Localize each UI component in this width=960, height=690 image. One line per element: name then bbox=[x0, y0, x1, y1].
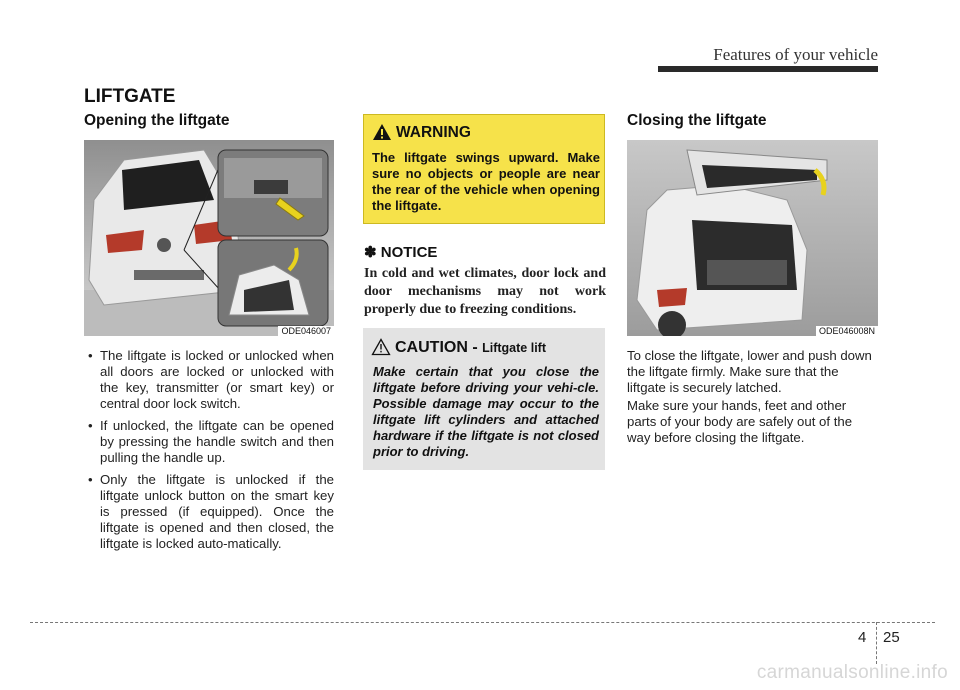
page-chapter: 4 bbox=[858, 629, 867, 646]
caution-text: Make certain that you close the liftgate before driving your vehi-cle. Possible damage may occur to the liftgate lift cylinders and attached hardware if the liftgate is not closed prior to driving. bbox=[373, 364, 599, 459]
header-title: Features of your vehicle bbox=[713, 45, 878, 64]
caution-title bbox=[395, 339, 546, 357]
footer-divider bbox=[30, 622, 935, 623]
caution-box bbox=[363, 328, 605, 470]
closing-paragraph-1: To close the liftgate, lower and push down the liftgate firmly. Make sure that the liftgate is securely latched. bbox=[627, 348, 872, 395]
notice-symbol-icon: ✽ bbox=[364, 244, 377, 261]
warning-box bbox=[363, 114, 605, 224]
warning-text: The liftgate swings upward. Make sure no objects or people are near the rear of the vehicle when opening the liftgate. bbox=[372, 150, 600, 213]
page-number: 25 bbox=[883, 629, 900, 646]
list-item: • Only the liftgate is unlocked if the liftgate unlock button on the smart key is pressed (if equipped). Once the liftgate is opened and then closed, the liftgate is locked auto-matically. bbox=[84, 472, 334, 552]
caution-triangle-icon bbox=[371, 338, 391, 356]
notice-label: NOTICE bbox=[380, 244, 438, 261]
opening-figure bbox=[84, 140, 334, 336]
caution-label: CAUTION - bbox=[395, 339, 478, 356]
watermark: carmanualsonline.info bbox=[756, 662, 948, 683]
car-open-liftgate-illustration bbox=[627, 140, 878, 336]
warning-triangle-icon bbox=[372, 123, 392, 141]
closing-figure bbox=[627, 140, 878, 336]
opening-heading: Opening the liftgate bbox=[84, 112, 230, 129]
section-title: LIFTGATE bbox=[84, 86, 176, 107]
list-item: • If unlocked, the liftgate can be opened by pressing the handle switch and then pulling the handle up. bbox=[84, 418, 334, 466]
footer-vertical-divider bbox=[876, 622, 877, 664]
figure-label: ODE046008N bbox=[816, 326, 878, 336]
header-bar bbox=[658, 66, 878, 72]
opening-bullets bbox=[84, 348, 334, 558]
car-rear-illustration bbox=[84, 140, 334, 336]
caution-subtitle: Liftgate lift bbox=[482, 341, 546, 355]
closing-heading: Closing the liftgate bbox=[627, 112, 767, 129]
warning-title: WARNING bbox=[396, 124, 471, 141]
list-item: • The liftgate is locked or unlocked when all doors are locked or unlocked with the key, transmitter (or smart key) or central door lock switch. bbox=[84, 348, 334, 412]
notice-text: In cold and wet climates, door lock and door mechanisms may not work properly due to freezing conditions. bbox=[364, 266, 606, 317]
closing-paragraph-2: Make sure your hands, feet and other parts of your body are safely out of the way before closing the liftgate. bbox=[627, 398, 853, 445]
notice-title bbox=[364, 243, 437, 261]
figure-label: ODE046007 bbox=[278, 326, 334, 336]
